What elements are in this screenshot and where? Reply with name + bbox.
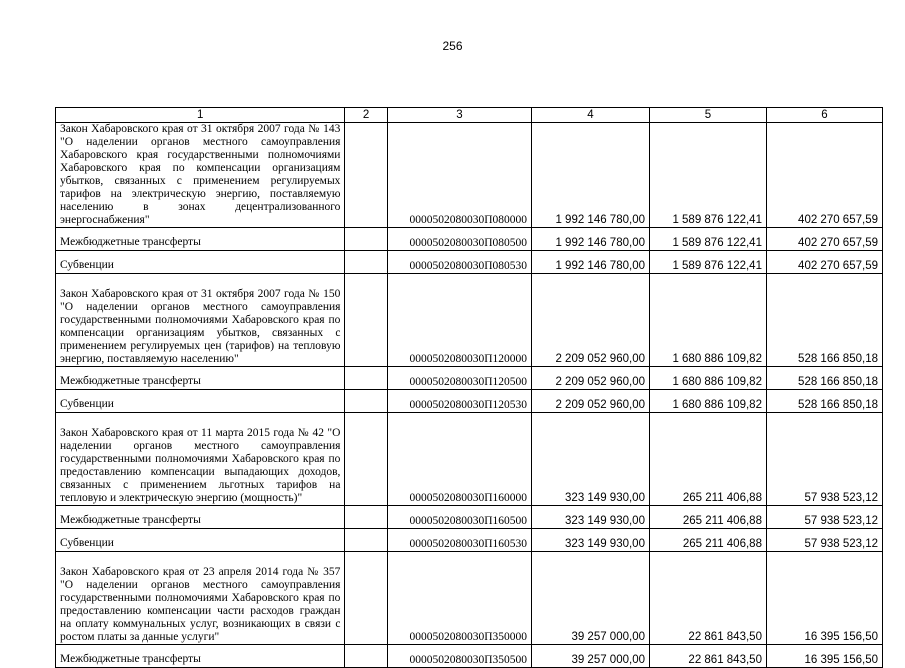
row-value-6-cell: 402 270 657,59: [766, 251, 882, 274]
row-name-cell: Закон Хабаровского края от 23 апреля 2014 года № 357 "О наделении органов местного самоуправления государственными полномочиями Хабаровского края по предоставлению компенсации части расходов граждан на оплату коммунальных услуг, возникающих в связи с ростом платы за данные услуги": [56, 552, 345, 645]
row-value-5-cell: 22 861 843,50: [649, 552, 766, 645]
row-col2-cell: [345, 506, 387, 529]
row-value-4-cell: 39 257 000,00: [532, 645, 650, 668]
row-col2-cell: [345, 228, 387, 251]
row-value-4-cell: 323 149 930,00: [532, 413, 650, 506]
row-value-4-cell: 2 209 052 960,00: [532, 390, 650, 413]
row-name-cell: Закон Хабаровского края от 31 октября 2007 года № 150 "О наделении органов местного самоуправления государственными полномочиями Хабаровского края по компенсации организациям убытков, связанных с применением регулируемых цен (тарифов) на тепловую энергию, поставляемую населению": [56, 274, 345, 367]
column-header: 3: [387, 108, 531, 123]
row-col2-cell: [345, 552, 387, 645]
column-header: 6: [766, 108, 882, 123]
row-value-4-cell: 323 149 930,00: [532, 529, 650, 552]
row-name-cell: Субвенции: [56, 529, 345, 552]
row-col2-cell: [345, 274, 387, 367]
row-value-6-cell: 57 938 523,12: [766, 529, 882, 552]
row-value-4-cell: 2 209 052 960,00: [532, 274, 650, 367]
row-name-cell: Субвенции: [56, 390, 345, 413]
row-value-4-cell: 1 992 146 780,00: [532, 123, 650, 228]
row-value-5-cell: 265 211 406,88: [649, 413, 766, 506]
column-header: 2: [345, 108, 387, 123]
table-row: [56, 390, 883, 413]
row-code-cell: 0000502080030П080500: [387, 228, 531, 251]
table-row: [56, 228, 883, 251]
row-value-4-cell: 2 209 052 960,00: [532, 367, 650, 390]
table-row: [56, 506, 883, 529]
table-row: [56, 123, 883, 228]
row-name-cell: Межбюджетные трансферты: [56, 506, 345, 529]
row-value-5-cell: 1 589 876 122,41: [649, 123, 766, 228]
row-code-cell: 0000502080030П120000: [387, 274, 531, 367]
column-header: 5: [649, 108, 766, 123]
row-value-6-cell: 57 938 523,12: [766, 413, 882, 506]
table-row: [56, 413, 883, 506]
column-header: 1: [56, 108, 345, 123]
row-value-6-cell: 16 395 156,50: [766, 552, 882, 645]
row-code-cell: 0000502080030П080000: [387, 123, 531, 228]
row-name-cell: Закон Хабаровского края от 31 октября 2007 года № 143 "О наделении органов местного самоуправления Хабаровского края государственными полномочиями Хабаровского края по компенсации организациям убытков, связанных с применением регулируемых тарифов на электрическую энергию, поставляемую населению в зонах децентрализованного энергоснабжения": [56, 123, 345, 228]
row-code-cell: 0000502080030П120500: [387, 367, 531, 390]
row-name-cell: Межбюджетные трансферты: [56, 367, 345, 390]
row-name-cell: Межбюджетные трансферты: [56, 228, 345, 251]
row-code-cell: 0000502080030П160500: [387, 506, 531, 529]
row-value-5-cell: 265 211 406,88: [649, 529, 766, 552]
table-row: [56, 251, 883, 274]
row-value-5-cell: 265 211 406,88: [649, 506, 766, 529]
row-col2-cell: [345, 390, 387, 413]
row-col2-cell: [345, 251, 387, 274]
row-value-6-cell: 402 270 657,59: [766, 228, 882, 251]
table-row: [56, 367, 883, 390]
row-value-6-cell: 528 166 850,18: [766, 367, 882, 390]
table-row: [56, 645, 883, 668]
row-value-4-cell: 323 149 930,00: [532, 506, 650, 529]
table-row: [56, 274, 883, 367]
table-header-row: [56, 108, 883, 123]
row-code-cell: 0000502080030П080530: [387, 251, 531, 274]
budget-table: [55, 107, 883, 668]
row-value-5-cell: 1 680 886 109,82: [649, 390, 766, 413]
row-value-5-cell: 1 680 886 109,82: [649, 274, 766, 367]
row-value-5-cell: 1 589 876 122,41: [649, 251, 766, 274]
table-row: [56, 529, 883, 552]
row-value-5-cell: 22 861 843,50: [649, 645, 766, 668]
row-code-cell: 0000502080030П120530: [387, 390, 531, 413]
row-code-cell: 0000502080030П350000: [387, 552, 531, 645]
table-row: [56, 552, 883, 645]
row-value-6-cell: 402 270 657,59: [766, 123, 882, 228]
row-value-6-cell: 528 166 850,18: [766, 390, 882, 413]
row-code-cell: 0000502080030П160530: [387, 529, 531, 552]
row-value-6-cell: 528 166 850,18: [766, 274, 882, 367]
row-value-5-cell: 1 680 886 109,82: [649, 367, 766, 390]
row-col2-cell: [345, 413, 387, 506]
row-value-5-cell: 1 589 876 122,41: [649, 228, 766, 251]
row-code-cell: 0000502080030П160000: [387, 413, 531, 506]
row-value-4-cell: 39 257 000,00: [532, 552, 650, 645]
row-code-cell: 0000502080030П350500: [387, 645, 531, 668]
row-value-6-cell: 57 938 523,12: [766, 506, 882, 529]
row-name-cell: Межбюджетные трансферты: [56, 645, 345, 668]
row-value-6-cell: 16 395 156,50: [766, 645, 882, 668]
row-name-cell: Субвенции: [56, 251, 345, 274]
row-value-4-cell: 1 992 146 780,00: [532, 228, 650, 251]
row-col2-cell: [345, 645, 387, 668]
row-col2-cell: [345, 123, 387, 228]
column-header: 4: [532, 108, 650, 123]
row-value-4-cell: 1 992 146 780,00: [532, 251, 650, 274]
row-name-cell: Закон Хабаровского края от 11 марта 2015 года № 42 "О наделении органов местного самоуправления государственными полномочиями Хабаровского края по предоставлению компенсации выпадающих доходов, связанных с применением льготных тарифов на тепловую и электрическую энергию (мощность)": [56, 413, 345, 506]
page-number: 256: [442, 39, 463, 53]
row-col2-cell: [345, 367, 387, 390]
row-col2-cell: [345, 529, 387, 552]
